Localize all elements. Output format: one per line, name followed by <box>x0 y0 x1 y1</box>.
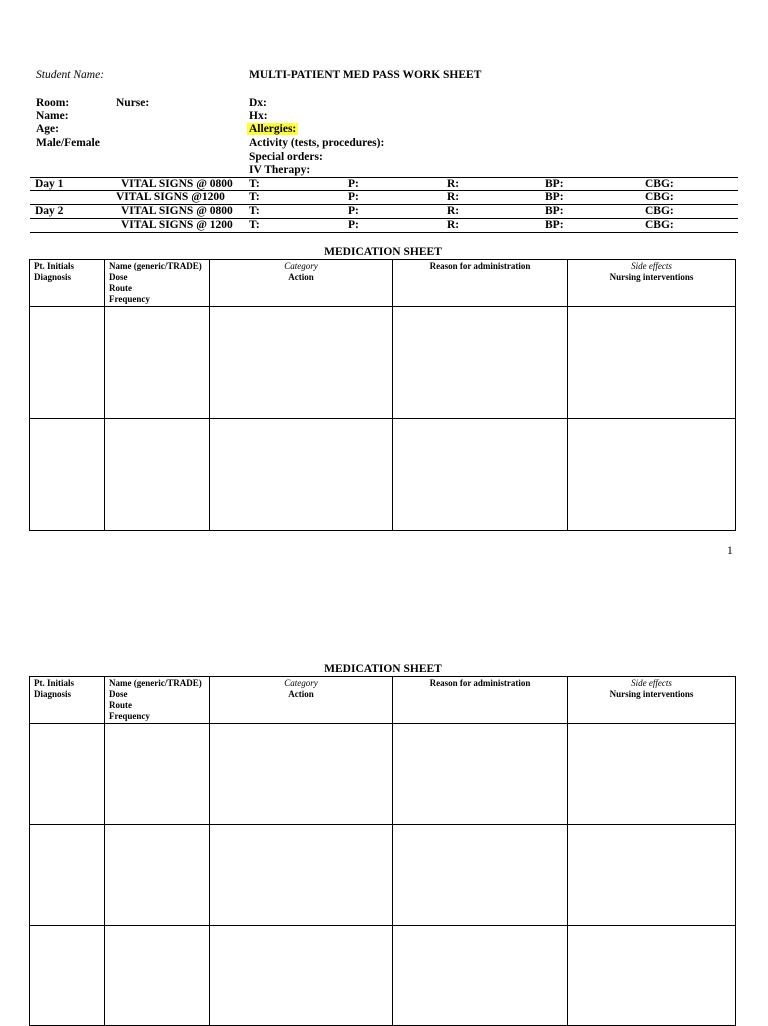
cell-pt-initials[interactable] <box>30 419 105 531</box>
header-dose: Dose <box>109 689 128 699</box>
room-label: Room: <box>36 97 70 109</box>
col-pt-initials <box>30 677 105 724</box>
header-category: Category <box>284 678 318 688</box>
vitals-resp: R: <box>447 178 460 190</box>
cell-category[interactable] <box>210 307 393 419</box>
table-row <box>30 926 736 1026</box>
vitals-time: VITAL SIGNS @ 1200 <box>121 219 233 231</box>
vitals-row <box>30 178 738 191</box>
cell-category[interactable] <box>210 825 393 926</box>
cell-reason[interactable] <box>393 307 568 419</box>
header-side-effects: Side effects <box>631 678 672 688</box>
col-reason <box>393 677 568 724</box>
vitals-temp: T: <box>249 205 260 217</box>
cell-pt-initials[interactable] <box>30 825 105 926</box>
student-name-label: Student Name: <box>36 69 105 81</box>
header-action: Action <box>288 272 314 282</box>
col-pt-initials <box>30 260 105 307</box>
header-diagnosis: Diagnosis <box>34 689 72 699</box>
header-nursing-interventions: Nursing interventions <box>609 272 694 282</box>
vitals-pulse: P: <box>348 219 359 231</box>
table-row <box>30 825 736 926</box>
vitals-bottom-rule <box>30 232 738 233</box>
vitals-time: VITAL SIGNS @ 0800 <box>121 205 233 217</box>
vitals-pulse: P: <box>348 191 359 203</box>
vitals-temp: T: <box>249 178 260 190</box>
medication-sheet-title: MEDICATION SHEET <box>324 663 442 675</box>
page-number: 1 <box>727 545 733 557</box>
header-action: Action <box>288 689 314 699</box>
medication-header-row <box>30 260 736 307</box>
col-drug-name <box>105 260 210 307</box>
nurse-label: Nurse: <box>116 97 150 109</box>
vitals-resp: R: <box>447 191 460 203</box>
cell-pt-initials[interactable] <box>30 926 105 1026</box>
cell-reason[interactable] <box>393 825 568 926</box>
header-pt-initials: Pt. Initials <box>34 261 75 271</box>
vitals-cbg: CBG: <box>645 205 674 217</box>
cell-reason[interactable] <box>393 926 568 1026</box>
cell-category[interactable] <box>210 926 393 1026</box>
header-pt-initials: Pt. Initials <box>34 678 75 688</box>
vitals-bp: BP: <box>545 219 564 231</box>
header-route: Route <box>109 283 132 293</box>
vitals-cbg: CBG: <box>645 178 674 190</box>
col-side-effects <box>568 260 736 307</box>
table-row <box>30 724 736 825</box>
vitals-resp: R: <box>447 205 460 217</box>
cell-reason[interactable] <box>393 419 568 531</box>
header-route: Route <box>109 700 132 710</box>
age-label: Age: <box>36 123 59 135</box>
cell-side-effects[interactable] <box>568 926 736 1026</box>
allergies-label <box>249 123 298 137</box>
header-frequency: Frequency <box>109 294 150 304</box>
vitals-time: VITAL SIGNS @1200 <box>116 191 225 203</box>
header-reason: Reason for administration <box>429 261 531 271</box>
cell-pt-initials[interactable] <box>30 307 105 419</box>
col-category <box>210 677 393 724</box>
vitals-bp: BP: <box>545 205 564 217</box>
activity-label: Activity (tests, procedures): <box>249 137 385 149</box>
vitals-temp: T: <box>249 191 260 203</box>
medication-sheet-title: MEDICATION SHEET <box>324 246 442 258</box>
medication-table <box>29 676 736 1026</box>
special-orders-label: Special orders: <box>249 151 323 163</box>
header-frequency: Frequency <box>109 711 150 721</box>
header-diagnosis: Diagnosis <box>34 272 72 282</box>
header-drug-name: Name (generic/TRADE) <box>109 678 202 688</box>
cell-side-effects[interactable] <box>568 724 736 825</box>
col-side-effects <box>568 677 736 724</box>
gender-label: Male/Female <box>36 137 100 149</box>
vitals-day: Day 2 <box>35 205 64 217</box>
allergies-highlight: Allergies: <box>249 123 297 135</box>
iv-therapy-label: IV Therapy: <box>249 164 311 176</box>
header-category: Category <box>284 261 318 271</box>
header-side-effects: Side effects <box>631 261 672 271</box>
cell-drug-name[interactable] <box>105 419 210 531</box>
cell-pt-initials[interactable] <box>30 724 105 825</box>
table-row <box>30 307 736 419</box>
vitals-row <box>30 191 738 204</box>
medication-table <box>29 259 736 531</box>
cell-drug-name[interactable] <box>105 926 210 1026</box>
cell-side-effects[interactable] <box>568 307 736 419</box>
header-reason: Reason for administration <box>429 678 531 688</box>
cell-drug-name[interactable] <box>105 307 210 419</box>
vitals-row <box>30 219 738 232</box>
header-nursing-interventions: Nursing interventions <box>609 689 694 699</box>
vitals-time: VITAL SIGNS @ 0800 <box>121 178 233 190</box>
col-reason <box>393 260 568 307</box>
header-drug-name: Name (generic/TRADE) <box>109 261 202 271</box>
vitals-cbg: CBG: <box>645 219 674 231</box>
name-label: Name: <box>36 110 69 122</box>
medication-header-row <box>30 677 736 724</box>
worksheet-title: MULTI-PATIENT MED PASS WORK SHEET <box>249 69 482 81</box>
vitals-pulse: P: <box>348 205 359 217</box>
cell-side-effects[interactable] <box>568 419 736 531</box>
vitals-row <box>30 205 738 218</box>
vitals-bp: BP: <box>545 178 564 190</box>
header-dose: Dose <box>109 272 128 282</box>
col-drug-name <box>105 677 210 724</box>
cell-drug-name[interactable] <box>105 825 210 926</box>
cell-side-effects[interactable] <box>568 825 736 926</box>
vitals-temp: T: <box>249 219 260 231</box>
vitals-day: Day 1 <box>35 178 64 190</box>
dx-label: Dx: <box>249 97 267 109</box>
col-category <box>210 260 393 307</box>
cell-category[interactable] <box>210 419 393 531</box>
vitals-pulse: P: <box>348 178 359 190</box>
vitals-cbg: CBG: <box>645 191 674 203</box>
cell-category[interactable] <box>210 724 393 825</box>
vitals-bp: BP: <box>545 191 564 203</box>
table-row <box>30 419 736 531</box>
cell-reason[interactable] <box>393 724 568 825</box>
vitals-resp: R: <box>447 219 460 231</box>
cell-drug-name[interactable] <box>105 724 210 825</box>
hx-label: Hx: <box>249 110 268 122</box>
